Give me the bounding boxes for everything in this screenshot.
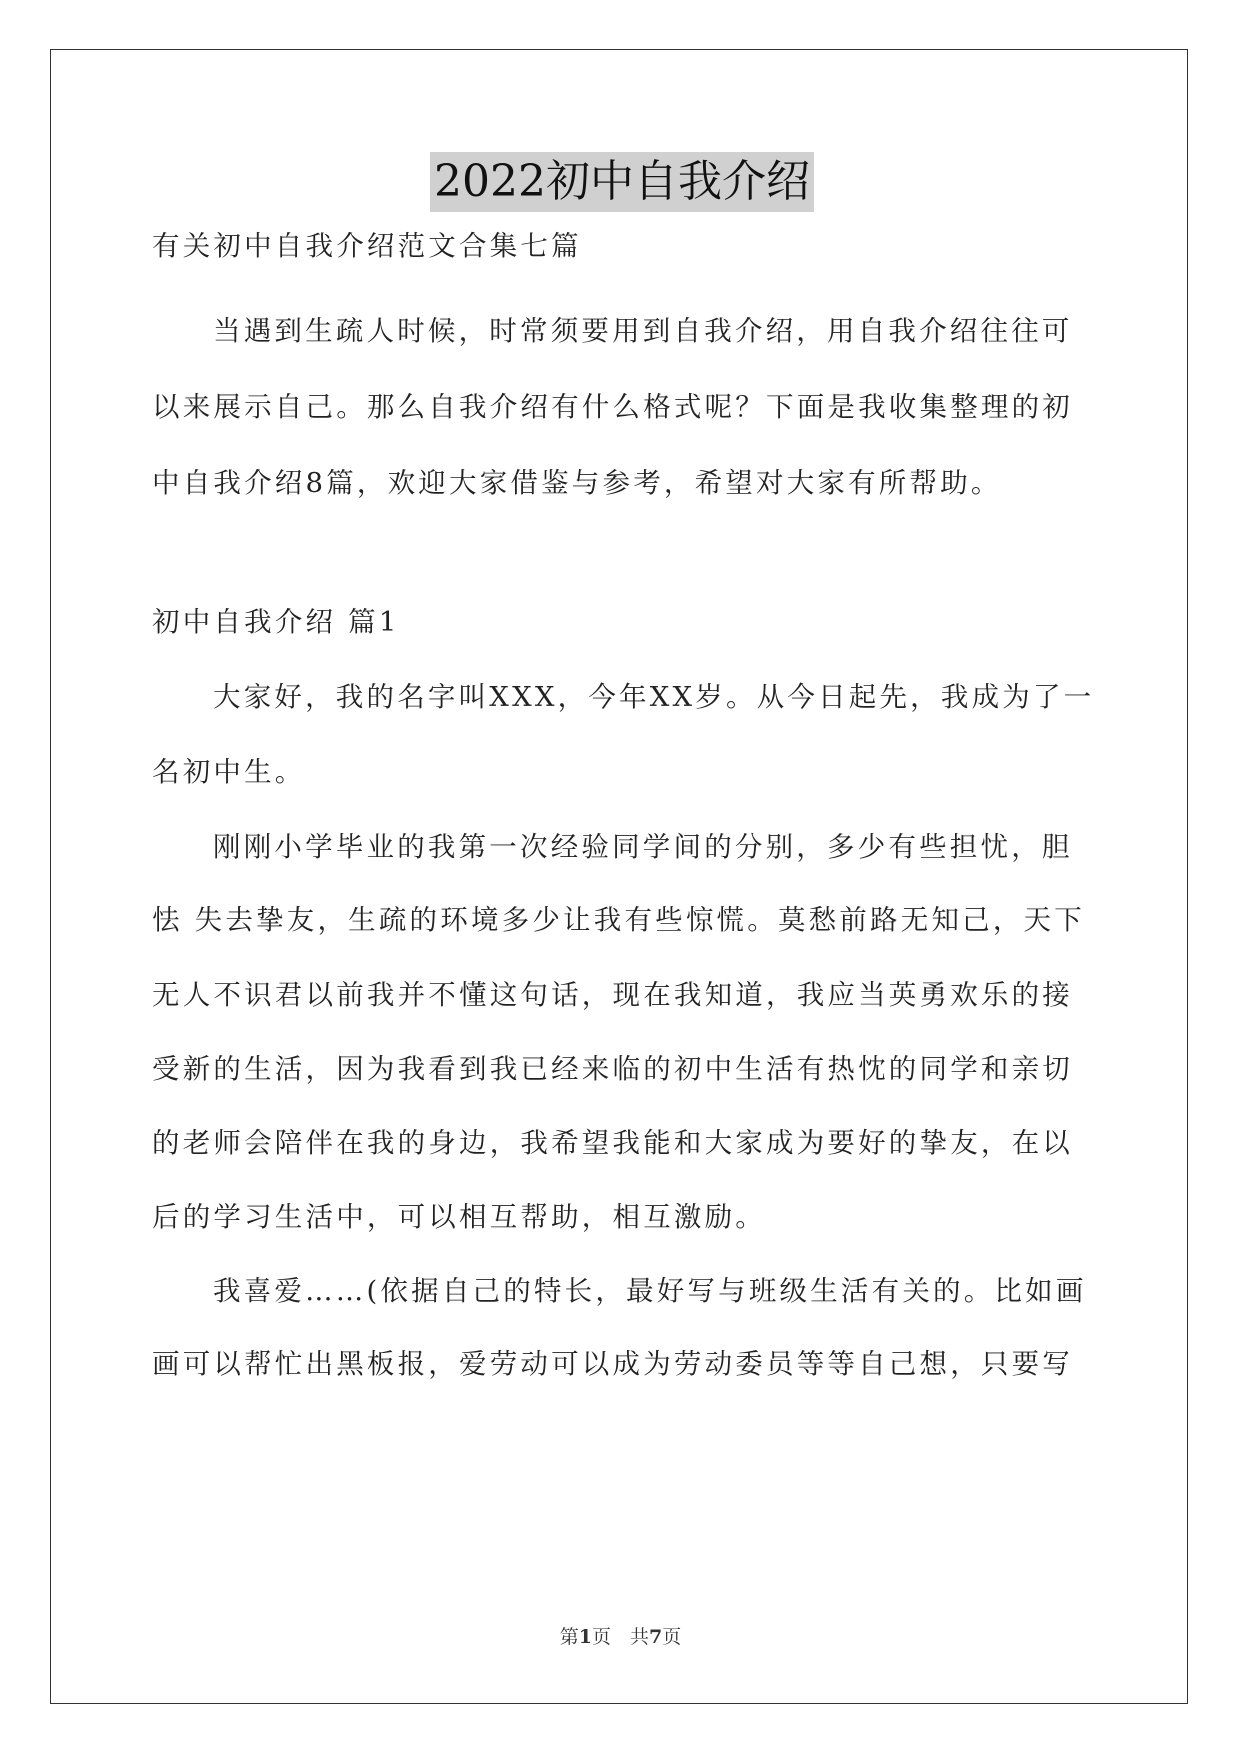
footer-suffix: 页	[662, 1626, 682, 1648]
footer-prefix: 第	[559, 1626, 579, 1648]
section-heading: 初中自我介绍 篇1	[152, 606, 400, 638]
footer-mid: 页 共	[591, 1626, 649, 1648]
paragraph-line: 怯 失去挚友，生疏的环境多少让我有些惊慌。莫愁前路无知己，天下	[152, 904, 1085, 936]
page-footer	[0, 1622, 1241, 1649]
paragraph-line: 中自我介绍8篇，欢迎大家借鉴与参考，希望对大家有所帮助。	[152, 467, 1002, 499]
paragraph-line: 刚刚小学毕业的我第一次经验同学间的分别，多少有些担忧，胆	[213, 831, 1073, 863]
paragraph-line: 名初中生。	[152, 756, 306, 788]
footer-page-number: 1	[578, 1626, 592, 1648]
paragraph-line: 当遇到生疏人时候，时常须要用到自我介绍，用自我介绍往往可	[213, 315, 1073, 347]
paragraph-line: 无人不识君以前我并不懂这句话，现在我知道，我应当英勇欢乐的接	[152, 979, 1073, 1011]
footer-total-pages: 7	[649, 1626, 663, 1648]
paragraph-line: 以来展示自己。那么自我介绍有什么格式呢？下面是我收集整理的初	[152, 391, 1073, 423]
paragraph-line: 画可以帮忙出黑板报，爱劳动可以成为劳动委员等等自己想，只要写	[152, 1348, 1073, 1380]
paragraph-line: 后的学习生活中，可以相互帮助，相互激励。	[152, 1201, 766, 1233]
paragraph-line: 的老师会陪伴在我的身边，我希望我能和大家成为要好的挚友，在以	[152, 1127, 1073, 1159]
document-subtitle: 有关初中自我介绍范文合集七篇	[152, 230, 582, 262]
paragraph-line: 大家好，我的名字叫XXX，今年XX岁。从今日起先，我成为了一	[213, 681, 1095, 713]
paragraph-line: 受新的生活，因为我看到我已经来临的初中生活有热忱的同学和亲切	[152, 1053, 1073, 1085]
page-border	[50, 49, 1188, 1704]
paragraph-line: 我喜爱……(依据自己的特长，最好写与班级生活有关的。比如画	[213, 1275, 1087, 1307]
document-title: 2022初中自我介绍	[430, 152, 814, 212]
